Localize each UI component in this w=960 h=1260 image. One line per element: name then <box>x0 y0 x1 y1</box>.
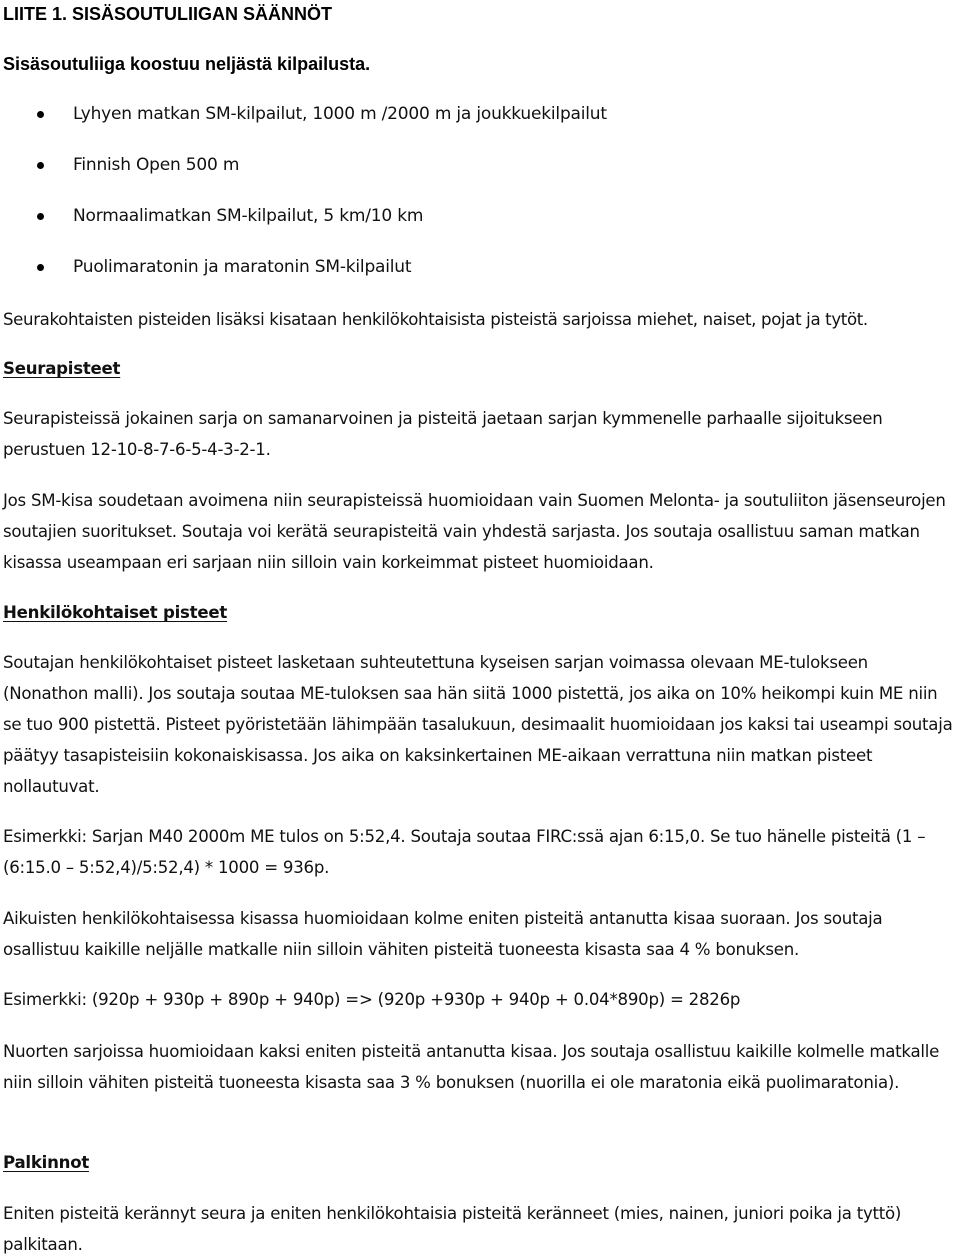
series-note: Seurakohtaisten pisteiden lisäksi kisataan henkilökohtaisista pisteistä sarjoissa miehet, naiset, pojat ja tytöt. <box>3 310 868 329</box>
list-item <box>3 254 903 305</box>
bullet-icon <box>37 111 44 118</box>
list-item <box>3 203 903 254</box>
section-title-club-points: Seurapisteet <box>3 359 121 378</box>
list-item <box>3 101 903 152</box>
intro-text: Sisäsoutuliiga koostuu neljästä kilpailusta. <box>3 54 371 74</box>
club-points-paragraph-1: Seurapisteissä jokainen sarja on samanarvoinen ja pisteitä jaetaan sarjan kymmenelle parhaalle sijoitukseen perustuen 12-10-8-7-6-5-4-3-2-1. <box>3 409 883 459</box>
list-item <box>3 152 903 203</box>
individual-points-paragraph-1: Soutajan henkilökohtaiset pisteet lasketaan suhteutettuna kyseisen sarjan voimassa olevaan ME-tulokseen (Nonathon malli). Jos soutaja soutaa ME-tuloksen saa hän siitä 1000 pistettä, jos aika on 10% heikompi kuin ME niin se tuo 900 pistettä. Pisteet pyöristetään lähimpään tasalukuun, desimaalit huomioidaan jos kaksi tai useampi soutaja päätyy tasapisteisiin kokonaiskisassa. Jos aika on kaksinkertainen ME-aikaan verrattuna niin matkan pisteet nollautuvat. <box>3 653 953 796</box>
bullet-icon <box>37 264 44 271</box>
individual-points-paragraph-5: Nuorten sarjoissa huomioidaan kaksi eniten pisteitä antanutta kisaa. Jos soutaja osallistuu kaikille kolmelle matkalle niin silloin vähiten pisteitä tuoneesta kisasta saa 3 % bonuksen (nuorilla ei ole maratonia eikä puolimaratonia). <box>3 1042 940 1092</box>
list-item-text: Finnish Open 500 m <box>73 155 240 175</box>
club-points-paragraph-2: Jos SM-kisa soudetaan avoimena niin seurapisteissä huomioidaan vain Suomen Melonta- ja soutuliiton jäsenseurojen soutajien suoritukset. Soutaja voi kerätä seurapisteitä vain yhdestä sarjasta. Jos soutaja osallistuu saman matkan kisassa useampaan eri sarjaan niin silloin vain korkeimmat pisteet huomioidaan. <box>3 491 946 572</box>
prizes-paragraph: Eniten pisteitä kerännyt seura ja eniten henkilökohtaisia pisteitä keränneet (mies, nainen, juniori poika ja tyttö) palkitaan. <box>3 1204 902 1254</box>
bullet-icon <box>37 213 44 220</box>
individual-points-paragraph-3: Aikuisten henkilökohtaisessa kisassa huomioidaan kolme eniten pisteitä antanutta kisaa suoraan. Jos soutaja osallistuu kaikille neljälle matkalle niin silloin vähiten pisteitä tuoneesta kisasta saa 4 % bonuksen. <box>3 909 883 959</box>
list-item-text: Lyhyen matkan SM-kilpailut, 1000 m /2000 m ja joukkuekilpailut <box>73 104 607 124</box>
appendix-title: LIITE 1. SISÄSOUTULIIGAN SÄÄNNÖT <box>3 4 333 24</box>
section-title-individual-points: Henkilökohtaiset pisteet <box>3 603 228 622</box>
bullet-icon <box>37 162 44 169</box>
list-item-text: Normaalimatkan SM-kilpailut, 5 km/10 km <box>73 206 424 226</box>
individual-points-example-2: Esimerkki: (920p + 930p + 890p + 940p) => (920p +930p + 940p + 0.04*890p) = 2826p <box>3 990 741 1009</box>
section-title-prizes: Palkinnot <box>3 1153 90 1172</box>
list-item-text: Puolimaratonin ja maratonin SM-kilpailut <box>73 257 412 277</box>
competition-list <box>3 101 903 305</box>
individual-points-example-1: Esimerkki: Sarjan M40 2000m ME tulos on 5:52,4. Soutaja soutaa FIRC:ssä ajan 6:15,0. Se tuo hänelle pisteitä (1 – (6:15.0 – 5:52,4)/5:52,4) * 1000 = 936p. <box>3 827 926 877</box>
